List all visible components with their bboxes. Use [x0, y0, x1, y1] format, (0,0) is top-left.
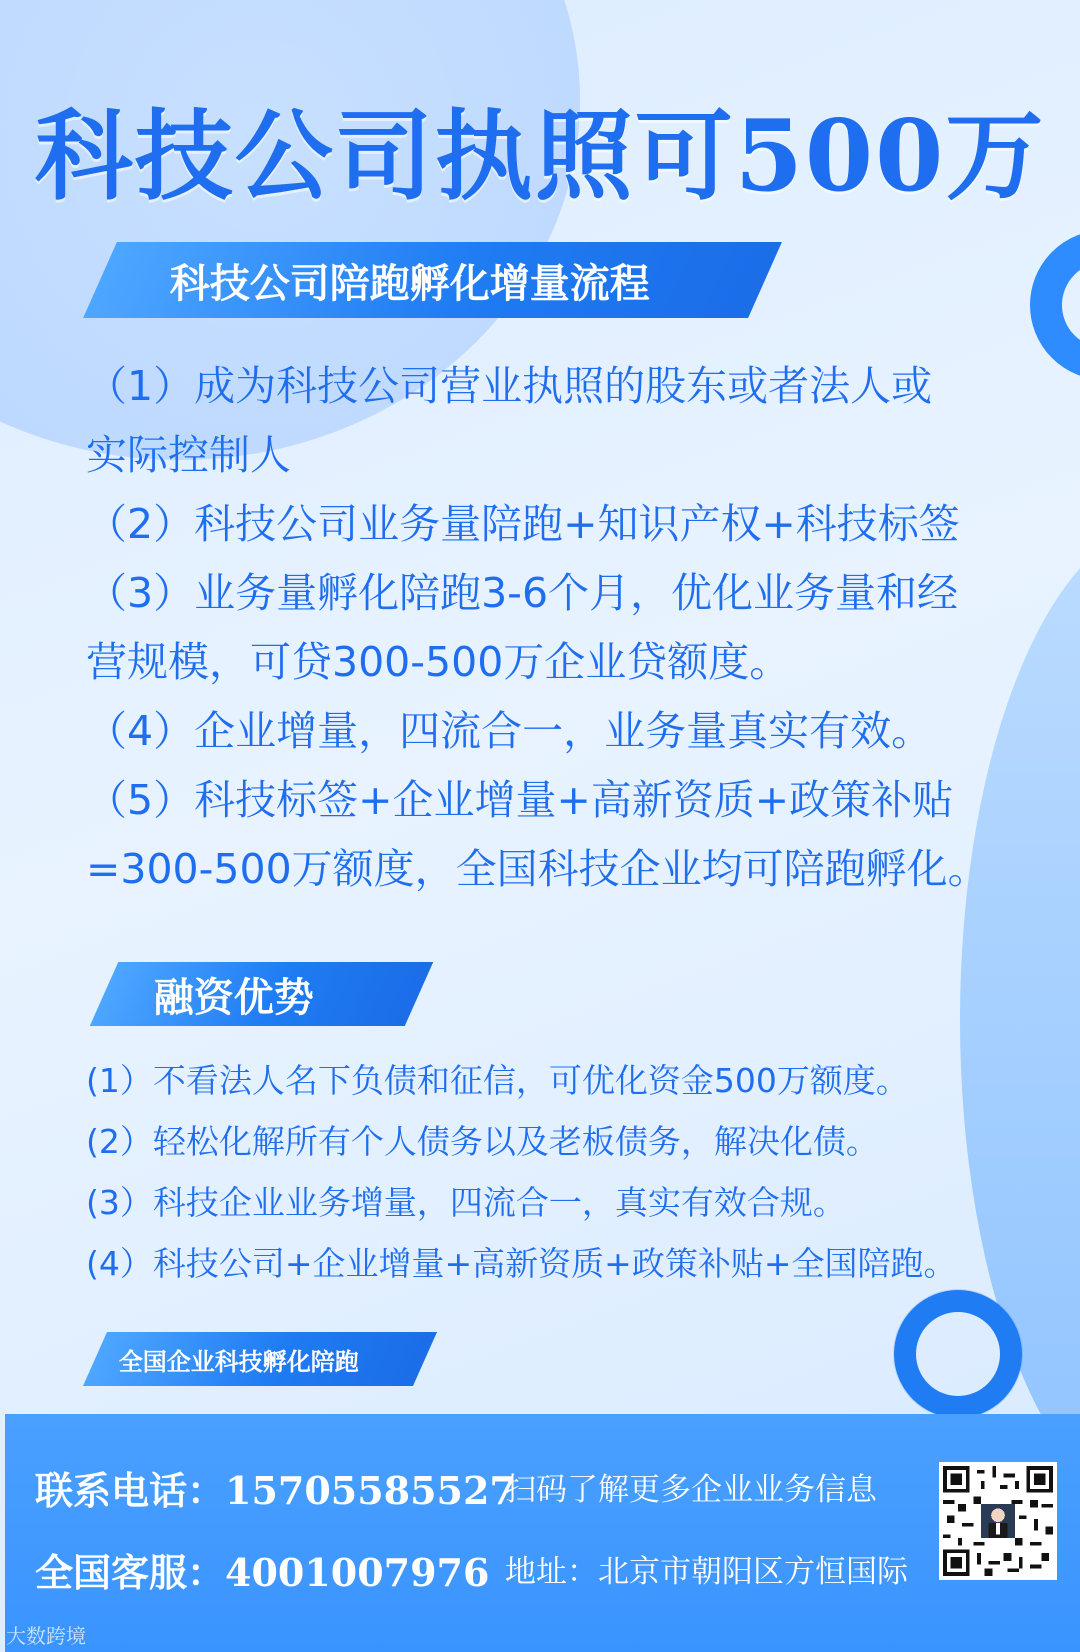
- watermark: 大数跨境: [6, 1624, 86, 1648]
- process-line: （2）科技公司业务量陪跑+知识产权+科技标签: [86, 500, 960, 548]
- advantages-heading-banner: [90, 962, 433, 1026]
- process-line: （5）科技标签+企业增量+高新资质+政策补贴: [86, 776, 954, 824]
- decorative-ring-bottom-right: [894, 1290, 1022, 1418]
- advantage-item: (3）科技企业业务增量，四流合一，真实有效合规。: [86, 1183, 846, 1222]
- customer-service-phone[interactable]: 全国客服：4001007976: [35, 1550, 490, 1595]
- decorative-ring-top-right: [1030, 230, 1080, 380]
- tagline-banner: [83, 1332, 437, 1386]
- process-line: （3）业务量孵化陪跑3-6个月，优化业务量和经: [86, 569, 959, 617]
- page-title: 科技公司执照可500万: [34, 99, 1046, 214]
- process-heading-banner: [83, 242, 782, 318]
- process-line: （4）企业增量，四流合一，业务量真实有效。: [86, 707, 933, 755]
- advantage-item: (4）科技公司+企业增量+高新资质+政策补贴+全国陪跑。: [86, 1244, 957, 1283]
- process-line: 实际控制人: [86, 431, 291, 479]
- process-line: 营规模，可贷300-500万企业贷额度。: [86, 638, 791, 686]
- advantages-heading: 融资优势: [154, 974, 314, 1021]
- scan-prompt: 扫码了解更多企业业务信息: [505, 1472, 877, 1508]
- advantage-item: (1）不看法人名下负债和征信，可优化资金500万额度。: [86, 1061, 909, 1100]
- process-list: [86, 352, 1026, 904]
- advantages-list: [86, 1050, 1026, 1294]
- qr-code-icon[interactable]: [939, 1462, 1057, 1580]
- process-line: =300-500万额度，全国科技企业均可陪跑孵化。: [86, 845, 989, 893]
- advantage-item: (2）轻松化解所有个人债务以及老板债务，解决化债。: [86, 1122, 879, 1161]
- contact-phone[interactable]: 联系电话：15705585527: [35, 1468, 516, 1513]
- address: 地址：北京市朝阳区方恒国际: [505, 1554, 908, 1590]
- tagline: 全国企业科技孵化陪跑: [119, 1347, 359, 1376]
- process-heading: 科技公司陪跑孵化增量流程: [170, 260, 650, 307]
- process-line: （1）成为科技公司营业执照的股东或者法人或: [86, 362, 933, 410]
- contact-footer: [5, 1414, 1080, 1652]
